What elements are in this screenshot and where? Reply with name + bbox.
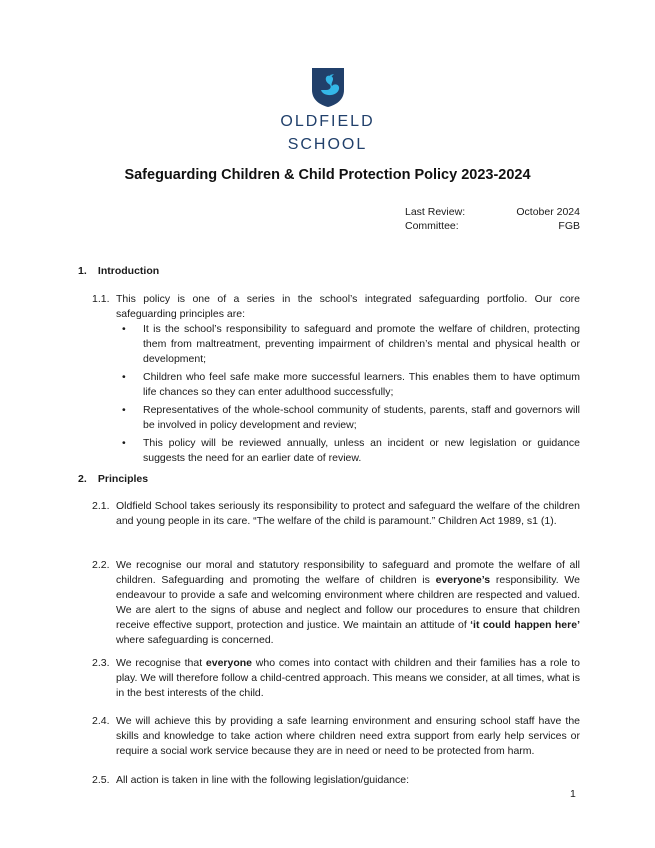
paragraph-text — [116, 558, 580, 648]
list-item: • Children who feel safe make more successful learners. This enables them to have optimum life chances so they can enter adulthood successfully; — [116, 370, 580, 400]
section-number: 1. — [78, 265, 87, 277]
principles-bullet-list — [116, 322, 580, 469]
text-run: who comes into contact with children and their families has a role to play. We will therefore follow a child-centred approach. This means we consider, at all times, what is in the best interests of the child. — [116, 657, 580, 699]
paragraph-number: 2.3. — [92, 657, 110, 669]
paragraph-text — [116, 656, 580, 701]
paragraph-2-4 — [92, 714, 580, 759]
meta-row-last-review — [405, 205, 580, 219]
text-run: where safeguarding is concerned. — [116, 634, 274, 646]
paragraph-number: 2.5. — [92, 774, 110, 786]
paragraph-text: All action is taken in line with the following legislation/guidance: — [116, 774, 410, 786]
logo-name-line-1: OLDFIELD — [280, 113, 375, 130]
paragraph-number: 1.1. — [92, 293, 110, 305]
section-title: Principles — [97, 473, 149, 485]
paragraph-2-5 — [92, 773, 580, 788]
emphasis-text: everyone — [205, 657, 253, 669]
paragraph-text: Oldfield School takes seriously its responsibility to protect and safeguard the welfare of the children and young people in its care. “The welfare of the child is paramount.” Children Act 1989, s1 (1). — [116, 500, 580, 527]
meta-value: October 2024 — [516, 206, 580, 218]
emphasis-text: everyone’s — [435, 574, 491, 586]
swan-shield-icon — [310, 66, 346, 108]
page-number: 1 — [570, 788, 576, 800]
meta-value: FGB — [558, 220, 580, 232]
review-metadata — [405, 205, 580, 233]
paragraph-2-1 — [92, 499, 580, 529]
paragraph-number: 2.2. — [92, 559, 110, 571]
section-heading-principles — [78, 473, 148, 485]
meta-label: Committee: — [405, 220, 459, 232]
paragraph-text: This policy is one of a series in the school’s integrated safeguarding portfolio. Our core safeguarding principles are: — [116, 293, 580, 320]
text-run: responsibility. We endeavour to provide a safe and welcoming environment where children are respected and valued. We are alert to the signs of abuse and neglect and follow our procedures to ensure that children receive effective support, protection and justice. We maintain an attitude of — [116, 574, 580, 631]
document-title: Safeguarding Children & Child Protection Policy 2023-2024 — [124, 167, 531, 183]
paragraph-2-3 — [92, 656, 580, 701]
emphasis-text: ‘it could happen here’ — [470, 619, 580, 631]
meta-row-committee — [405, 219, 580, 233]
paragraph-number: 2.4. — [92, 715, 110, 727]
school-logo — [0, 66, 655, 154]
paragraph-text: We will achieve this by providing a safe learning environment and ensuring school staff have the skills and knowledge to take action where children need extra support from early help services or require a social work service because they are in need or need to be protected from harm. — [116, 715, 580, 757]
list-item: • This policy will be reviewed annually, unless an incident or new legislation or guidance suggests the need for an earlier date of review. — [116, 436, 580, 466]
section-heading-introduction — [78, 265, 159, 277]
list-item: • Representatives of the whole-school community of students, parents, staff and governors will be involved in policy development and review; — [116, 403, 580, 433]
text-run: We recognise our moral and statutory responsibility to safeguard and promote the welfare of all children. Safeguarding and promoting the welfare of children is — [116, 559, 580, 586]
paragraph-number: 2.1. — [92, 500, 110, 512]
paragraph-1-1 — [92, 292, 580, 322]
logo-name-line-2: SCHOOL — [287, 136, 368, 153]
list-item: • It is the school’s responsibility to safeguard and promote the welfare of children, protecting them from maltreatment, preventing impairment of children’s mental and physical health or development; — [116, 322, 580, 367]
text-run: We recognise that — [116, 657, 206, 669]
meta-label: Last Review: — [405, 206, 466, 218]
section-title: Introduction — [97, 265, 160, 277]
section-number: 2. — [78, 473, 87, 485]
paragraph-2-2 — [92, 558, 580, 648]
